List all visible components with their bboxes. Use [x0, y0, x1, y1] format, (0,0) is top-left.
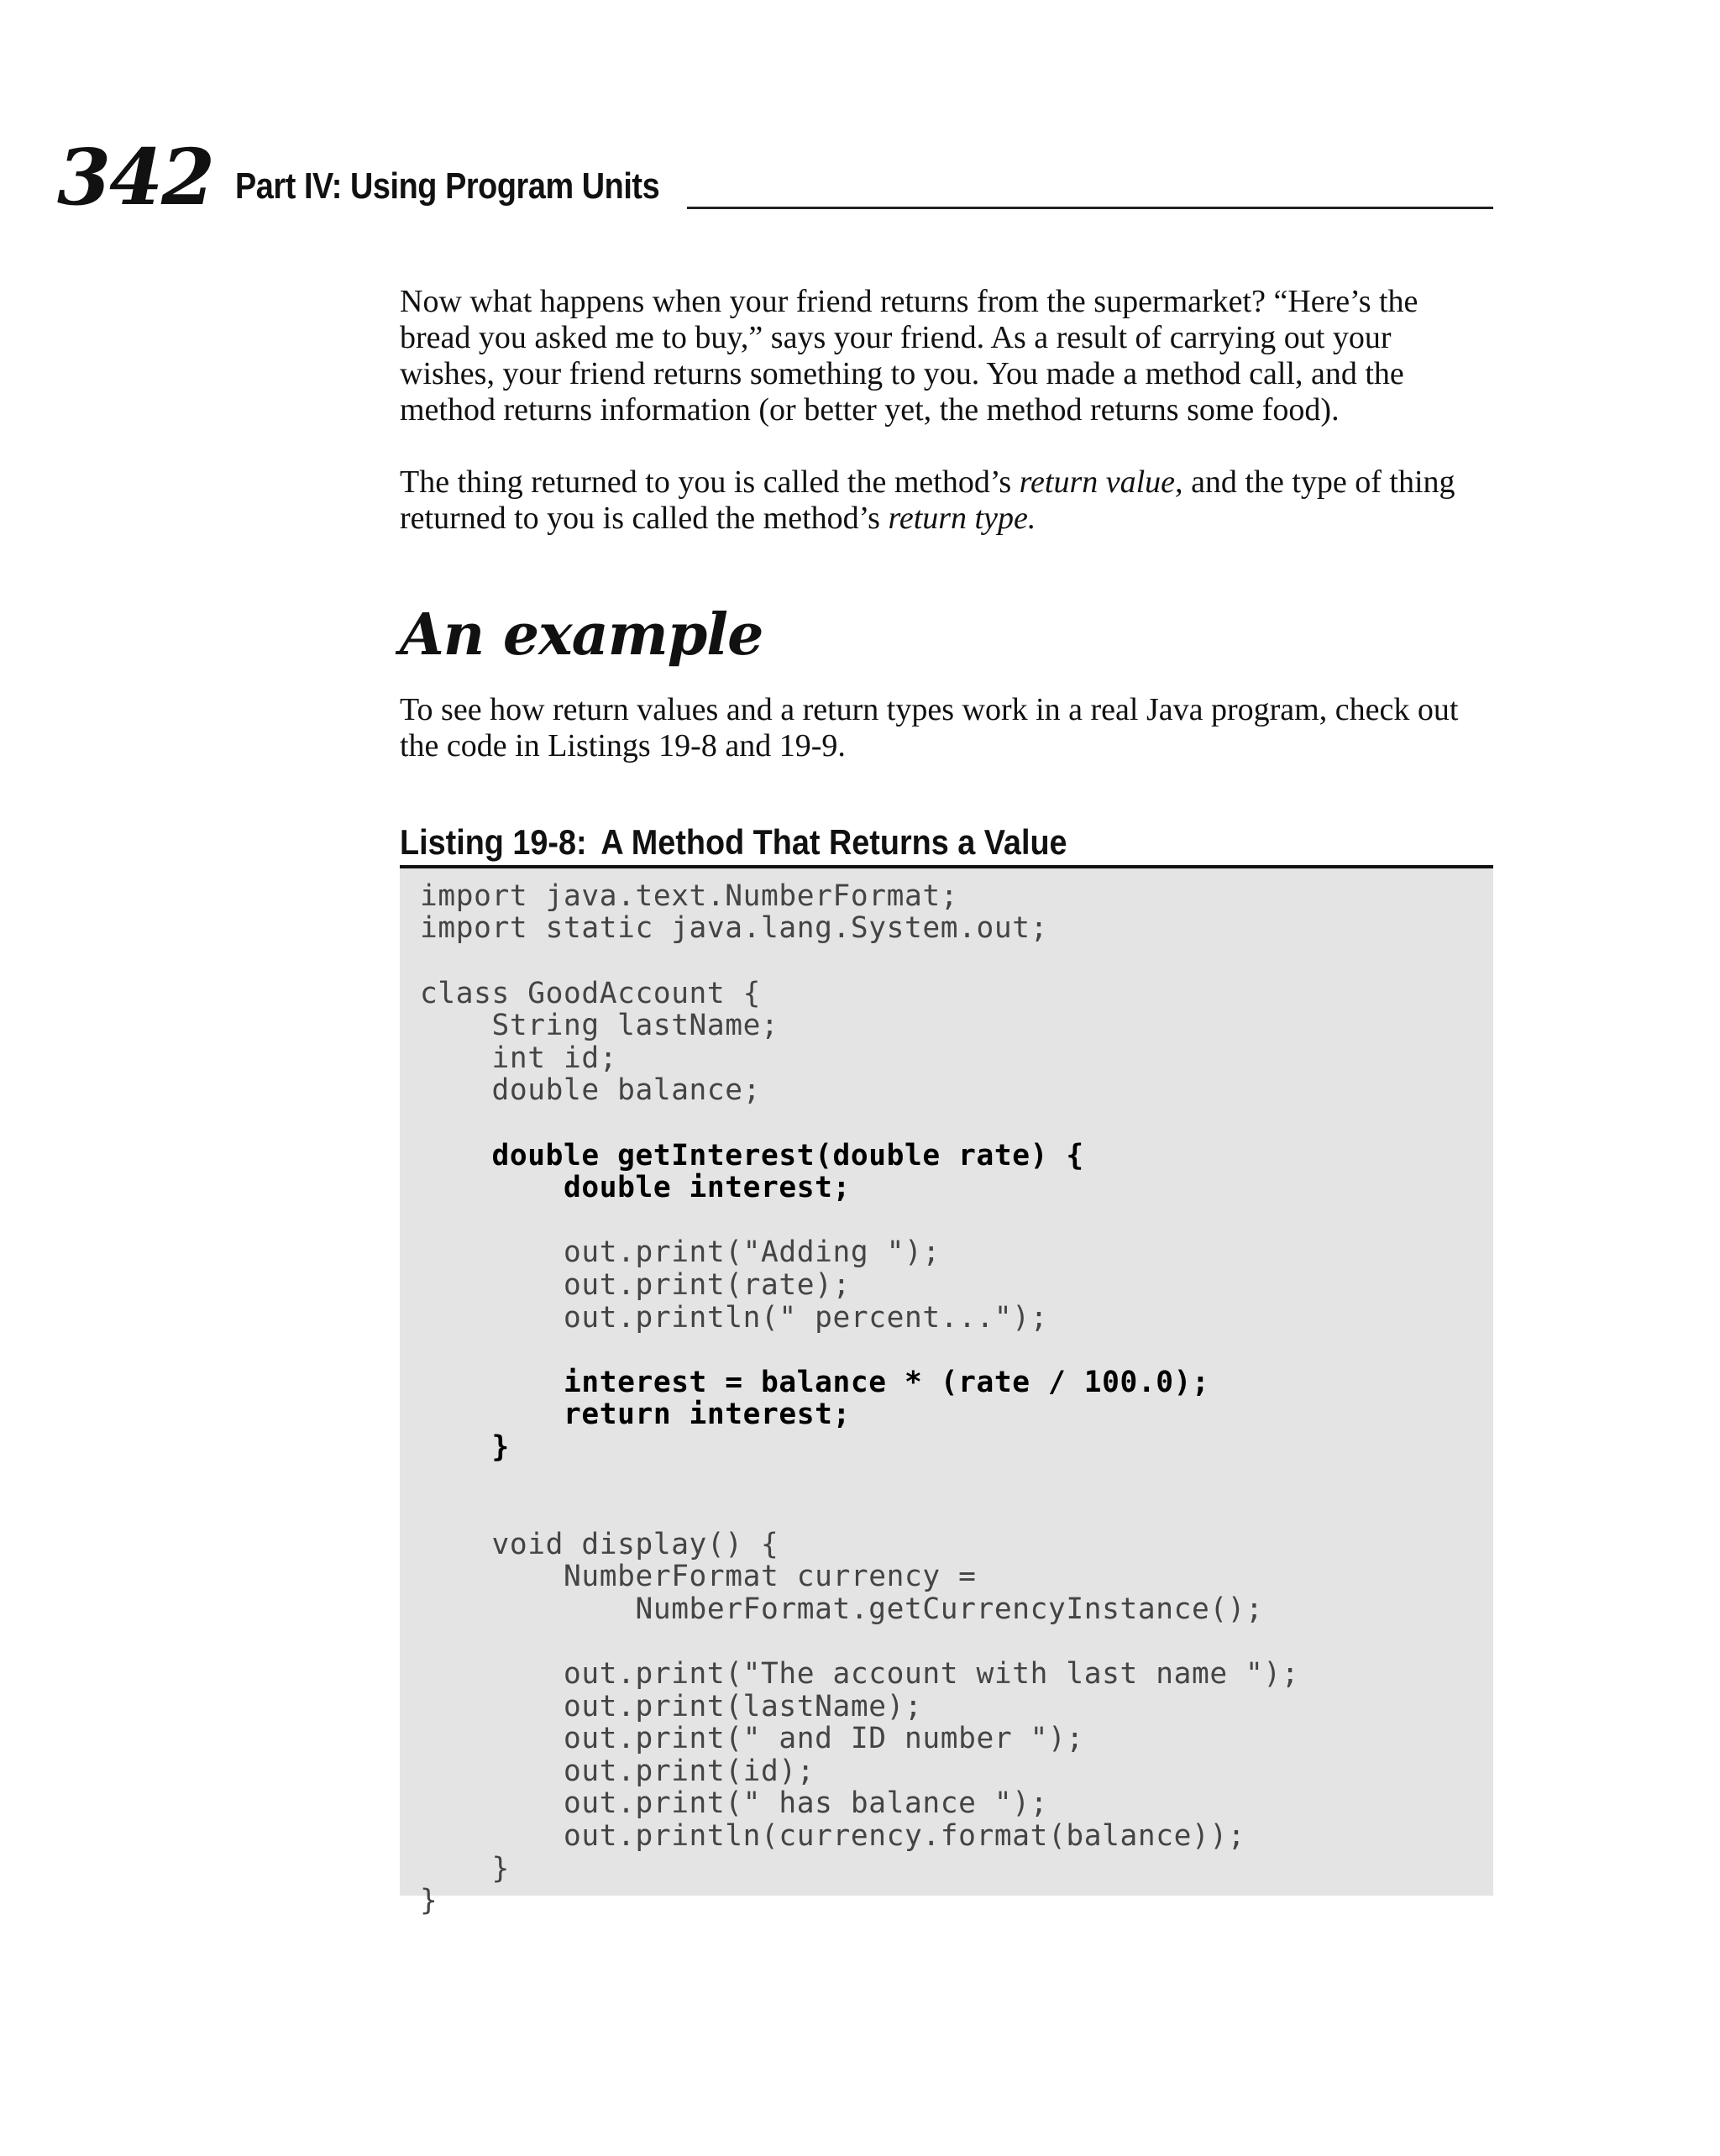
code-line: NumberFormat currency = — [420, 1560, 977, 1594]
paragraph-listings-intro: To see how return values and a return types work in a real Java program, check out the code in Listings 19-8 and 19-9. — [400, 691, 1459, 763]
code-line: out.print(rate); — [420, 1267, 851, 1302]
listing-number: Listing 19-8: — [400, 821, 587, 862]
running-head: Part IV: Using Program Units — [235, 165, 660, 207]
listing-title: A Method That Returns a Value — [600, 821, 1067, 862]
code-line: import static java.lang.System.out; — [420, 911, 1048, 946]
paragraph-supermarket: Now what happens when your friend returns from the supermarket? “Here’s the bread you asked me to buy,” says your friend. As a result of carrying out your wishes, your friend returns something to you. You made a method call, and the method returns information (or better yet, the method returns some food). — [400, 284, 1418, 428]
code-line: void display() { — [420, 1527, 779, 1561]
page-number: 342 — [57, 132, 214, 223]
code-line: out.print(lastName); — [420, 1689, 923, 1723]
code-line: String lastName; — [420, 1009, 779, 1043]
code-line-highlighted: double getInterest(double rate) { — [420, 1138, 1084, 1172]
code-line: import java.text.NumberFormat; — [420, 879, 959, 913]
listing-caption — [400, 821, 1384, 863]
code-line: } — [420, 1884, 438, 1918]
code-line: out.print(" and ID number "); — [420, 1722, 1084, 1756]
code-line — [420, 1107, 1493, 1140]
code-line — [420, 1204, 1493, 1237]
header-rule — [687, 207, 1493, 209]
paragraph-text: The thing returned to you is called the method’s — [400, 464, 1020, 500]
code-line: out.print("Adding "); — [420, 1235, 941, 1270]
section-heading: An example — [400, 601, 763, 669]
code-line: double balance; — [420, 1073, 762, 1108]
code-line-highlighted: } — [420, 1429, 510, 1464]
code-line: out.print("The account with last name "); — [420, 1657, 1300, 1692]
code-line-highlighted: interest = balance * (rate / 100.0); — [420, 1365, 1210, 1399]
term-return-type: return type. — [888, 501, 1036, 536]
paragraph-return-value — [400, 464, 1493, 537]
code-line: out.println(currency.format(balance)); — [420, 1819, 1246, 1854]
code-line: } — [420, 1851, 510, 1886]
paragraph-text: and the type of thing returned to you is called the method’s — [400, 464, 1455, 536]
code-line: out.print(id); — [420, 1754, 815, 1788]
code-listing — [400, 868, 1493, 1918]
code-line — [420, 1334, 1493, 1367]
code-line — [420, 1496, 1493, 1529]
code-line-highlighted: return interest; — [420, 1398, 851, 1432]
code-line — [420, 945, 1493, 978]
code-line-highlighted: double interest; — [420, 1171, 851, 1205]
term-return-value: return value, — [1019, 464, 1183, 500]
code-line: int id; — [420, 1041, 618, 1075]
code-line — [420, 1463, 1493, 1496]
code-line: out.println(" percent..."); — [420, 1300, 1048, 1335]
code-line: class GoodAccount { — [420, 976, 762, 1010]
page-content — [400, 284, 1493, 1918]
code-line: out.print(" has balance "); — [420, 1786, 1048, 1821]
code-line: NumberFormat.getCurrencyInstance(); — [420, 1592, 1264, 1626]
code-line — [420, 1625, 1493, 1658]
